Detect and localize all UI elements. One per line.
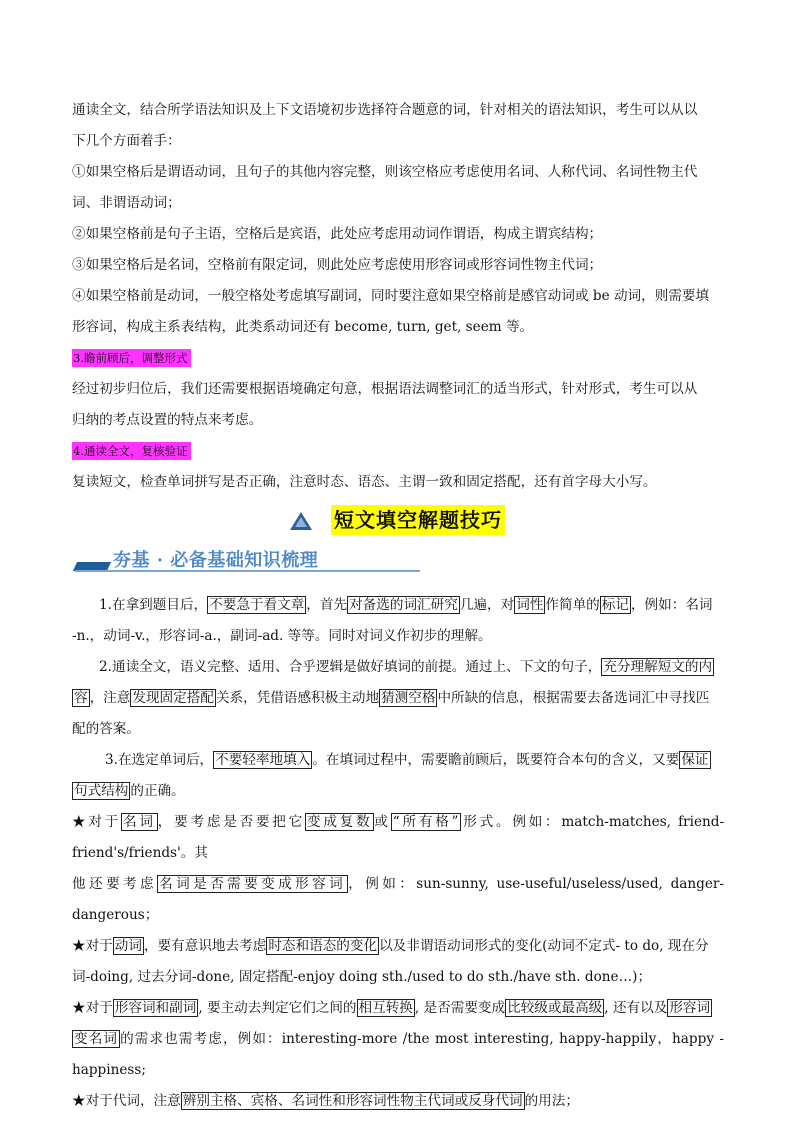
text-run: ，例如：名词 — [630, 597, 713, 613]
text-run: ，要有意识地去考虑 — [143, 938, 267, 954]
text-run: , 是否需要变成 — [414, 1000, 506, 1016]
text-run: 的用法； — [524, 1093, 579, 1109]
tip-1-line-1 — [72, 590, 724, 621]
noun-tip-line-1 — [72, 807, 724, 869]
text-run: 2.通读全文，语义完整、适用、合乎逻辑是做好填词的前提。通过上、下文的句子， — [99, 659, 602, 675]
item-4-line-1: ④如果空格前是动词，一般空格处考虑填写副词，同时要注意如果空格前是感官动词或 be 动词，则需要填 — [72, 288, 710, 304]
tip-3-line-2 — [72, 776, 724, 807]
boxed-phrase: 形容词和副词 — [114, 1000, 197, 1016]
step-3-line-2: 归纳的考点设置的特点来考虑。 — [72, 412, 263, 428]
text-run: 作简单的 — [545, 597, 600, 613]
boxed-phrase: 对备选的词汇研究 — [349, 597, 458, 613]
adj-adv-tip-line-2 — [72, 1024, 724, 1086]
boxed-phrase: 句式结构 — [74, 783, 129, 799]
boxed-phrase: 充分理解短文的内 — [603, 659, 713, 675]
text-run: ★对于代词，注意 — [72, 1093, 181, 1109]
text-run: 他还要考虑 — [72, 876, 158, 892]
text-run: ，注意 — [89, 690, 131, 706]
verb-tip-line-1 — [72, 931, 724, 962]
step-3-label-row — [72, 343, 724, 374]
text-run: 3.在选定单词后， — [105, 752, 214, 768]
text-run: 关系，凭借语感积极主动地 — [215, 690, 380, 706]
text-run: ★对于 — [72, 938, 113, 954]
item-1-line-1: ①如果空格后是谓语动词，且句子的其他内容完整，则该空格应考虑使用名词、人称代词、名词性物主代 — [72, 164, 698, 180]
text-run: ，要考虑是否要把它 — [157, 814, 305, 830]
text-run: 的正确。 — [130, 783, 185, 799]
page-heading: 短文填空解题技巧 — [331, 505, 505, 535]
boxed-phrase: 相互转换 — [358, 1000, 413, 1016]
boxed-phrase: 词性 — [516, 597, 544, 613]
text-run: ，例如：sun-sunny, use-useful/useless/used, danger-dangerous； — [72, 876, 725, 923]
boxed-phrase: 动词 — [114, 938, 142, 954]
item-4-line-2: 形容词，构成主系表结构，此类系动词还有 become, turn, get, seem 等。 — [72, 319, 534, 335]
text-run: 的需求也需考虑，例如：interesting-more /the most interesting, happy-happily，happy -happiness; — [72, 1031, 725, 1078]
tip-1-line-2: -n.，动词-v.，形容词-a.，副词-ad. 等等。同时对词义作初步的理解。 — [72, 628, 492, 644]
boxed-phrase: 形容词 — [669, 1000, 711, 1016]
item-2: ②如果空格前是句子主语，空格后是宾语，此处应考虑用动词作谓语，构成主谓宾结构； — [72, 226, 603, 242]
text-run: 中所缺的信息，根据需要去备选词汇中寻找匹 — [437, 690, 710, 706]
tip-3-line-1 — [72, 745, 724, 776]
text-run: ，首先 — [306, 597, 348, 613]
noun-tip-line-2 — [72, 869, 724, 931]
intro-line-1: 通读全文，结合所学语法知识及上下文语境初步选择符合题意的词，针对相关的语法知识，考生可以从以 — [72, 102, 698, 118]
step-3-label: 3.瞻前顾后，调整形式 — [72, 349, 191, 367]
boxed-phrase: “所有格” — [392, 814, 459, 830]
adj-adv-tip-line-1 — [72, 993, 724, 1024]
boxed-phrase: 发现固定搭配 — [132, 690, 214, 706]
boxed-phrase: 名词是否需要变成形容词 — [159, 876, 347, 892]
section-title: 夯基 · 必备基础知识梳理 — [113, 550, 319, 571]
boxed-phrase: 时态和语态的变化 — [268, 938, 378, 954]
item-1-line-2: 词、非谓语动词； — [72, 195, 181, 211]
boxed-phrase: 猜测空格 — [381, 690, 436, 706]
boxed-phrase: 保证 — [681, 752, 709, 768]
step-4-line-1: 复读短文，检查单词拼写是否正确，注意时态、语态、主谓一致和固定搭配，还有首字母大小写。 — [72, 474, 657, 490]
boxed-phrase: 不要急于看文章 — [209, 597, 305, 613]
text-run: 几遍，对 — [459, 597, 515, 613]
boxed-phrase: 辨别主格、宾格、名词性和形容词性物主代词或反身代词 — [182, 1093, 523, 1109]
pronoun-tip — [72, 1086, 724, 1117]
text-run: 。在填词过程中，需要瞻前顾后，既要符合本句的含义，又要 — [312, 752, 680, 768]
triangle-icon — [290, 512, 312, 530]
tip-2-line-1 — [72, 652, 724, 683]
step-4-label: 4.通读全文，复核验证 — [72, 442, 191, 460]
text-run: ★对于 — [72, 1000, 113, 1016]
verb-tip-line-2: 词-doing, 过去分词-done, 固定搭配-enjoy doing sth./used to do sth./have sth. done…)； — [72, 969, 652, 985]
text-run: 以及非谓语动词形式的变化(动词不定式- to do, 现在分 — [379, 938, 709, 954]
text-run: , 要主动去判定它们之间的 — [198, 1000, 357, 1016]
boxed-phrase: 比较级或最高级 — [507, 1000, 603, 1016]
boxed-phrase: 变成复数 — [307, 814, 373, 830]
text-run: ★对于 — [72, 814, 122, 830]
heading-row — [72, 498, 724, 544]
step-4-label-row — [72, 436, 724, 467]
text-run: 形式。例如：match-matches, friend-friend's/friends'。其 — [72, 814, 725, 861]
document-page — [72, 95, 724, 1117]
item-3: ③如果空格后是名词，空格前有限定词，则此处应考虑使用形容词或形容词性物主代词； — [72, 257, 603, 273]
text-run: 或 — [374, 814, 391, 830]
intro-line-2: 下几个方面着手： — [72, 133, 181, 149]
boxed-phrase: 标记 — [601, 597, 629, 613]
tip-2-line-2 — [72, 683, 724, 714]
step-3-line-1: 经过初步归位后，我们还需要根据语境确定句意，根据语法调整词汇的适当形式，针对形式，考生可以从 — [72, 381, 698, 397]
boxed-phrase: 名词 — [123, 814, 156, 830]
boxed-phrase: 变名词 — [74, 1031, 119, 1047]
text-run: , 还有以及 — [604, 1000, 668, 1016]
boxed-phrase: 不要轻率地填入 — [215, 752, 311, 768]
boxed-phrase: 容 — [74, 690, 88, 706]
tip-2-line-3: 配的答案。 — [72, 721, 140, 737]
section-bar — [72, 548, 724, 582]
text-run: 1.在拿到题目后， — [99, 597, 208, 613]
